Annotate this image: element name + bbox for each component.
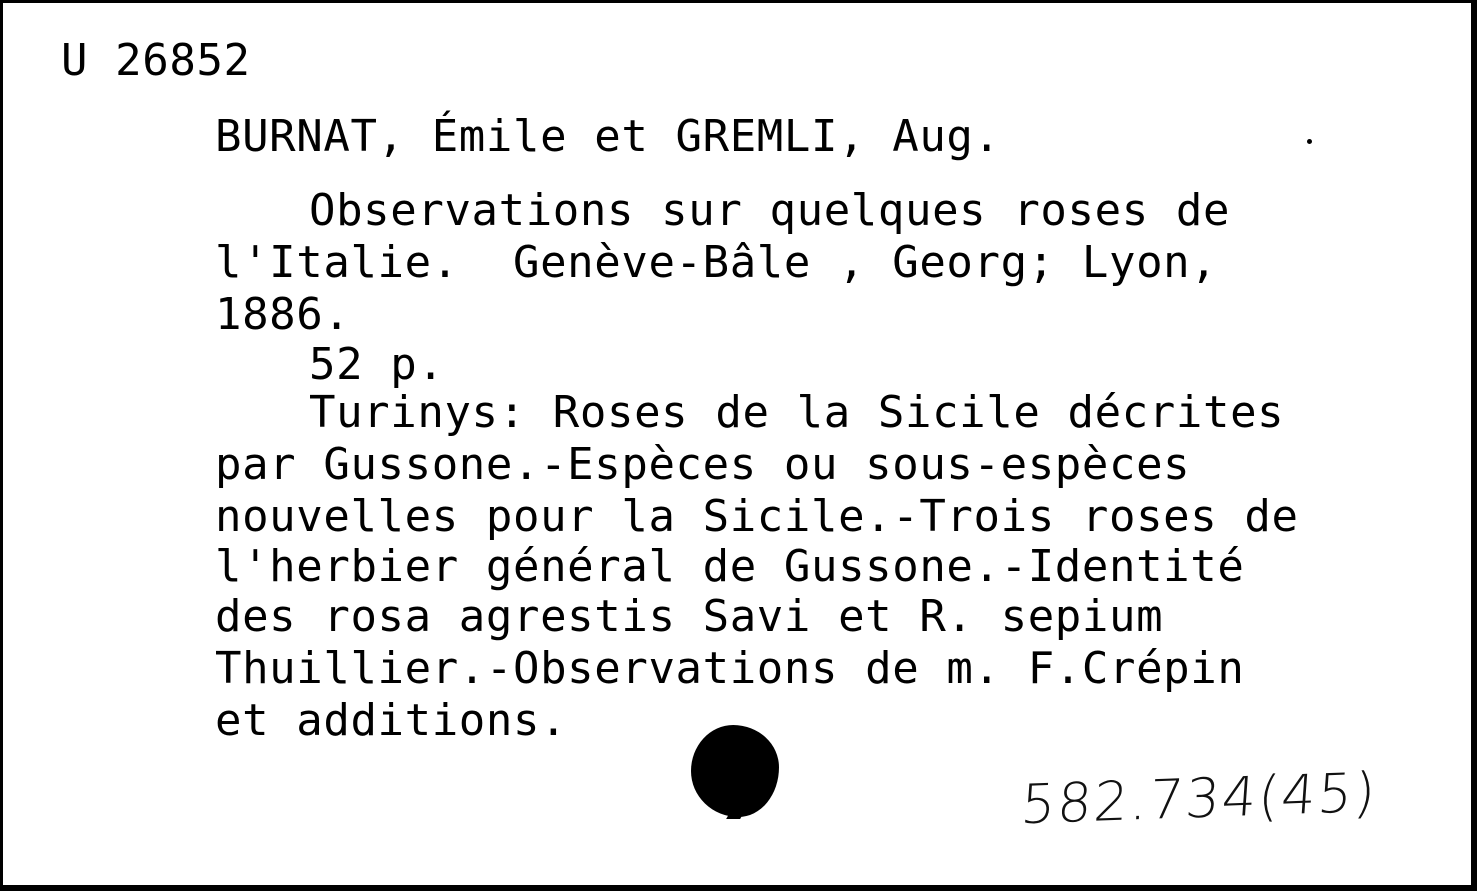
ink-speck: [1307, 139, 1312, 144]
contents-line: Turinys: Roses de la Sicile décrites: [309, 387, 1285, 438]
pagination: 52 p.: [309, 339, 445, 390]
title-line: 1886.: [215, 289, 351, 340]
contents-line: et additions.: [215, 695, 568, 746]
contents-line: l'herbier général de Gussone.-Identité: [215, 541, 1245, 592]
author-heading: BURNAT, Émile et GREMLI, Aug.: [215, 111, 1001, 162]
call-number: U 26852: [61, 35, 251, 86]
title-line: l'Italie. Genève-Bâle , Georg; Lyon,: [215, 237, 1218, 288]
contents-line: nouvelles pour la Sicile.-Trois roses de: [215, 491, 1299, 542]
contents-line: par Gussone.-Espèces ou sous-espèces: [215, 439, 1191, 490]
classification-number: 582.734(45): [1018, 760, 1380, 837]
title-line: Observations sur quelques roses de: [309, 185, 1231, 236]
contents-line: des rosa agrestis Savi et R. sepium: [215, 591, 1164, 642]
punch-hole: [691, 725, 779, 817]
contents-line: Thuillier.-Observations de m. F.Crépin: [215, 643, 1245, 694]
